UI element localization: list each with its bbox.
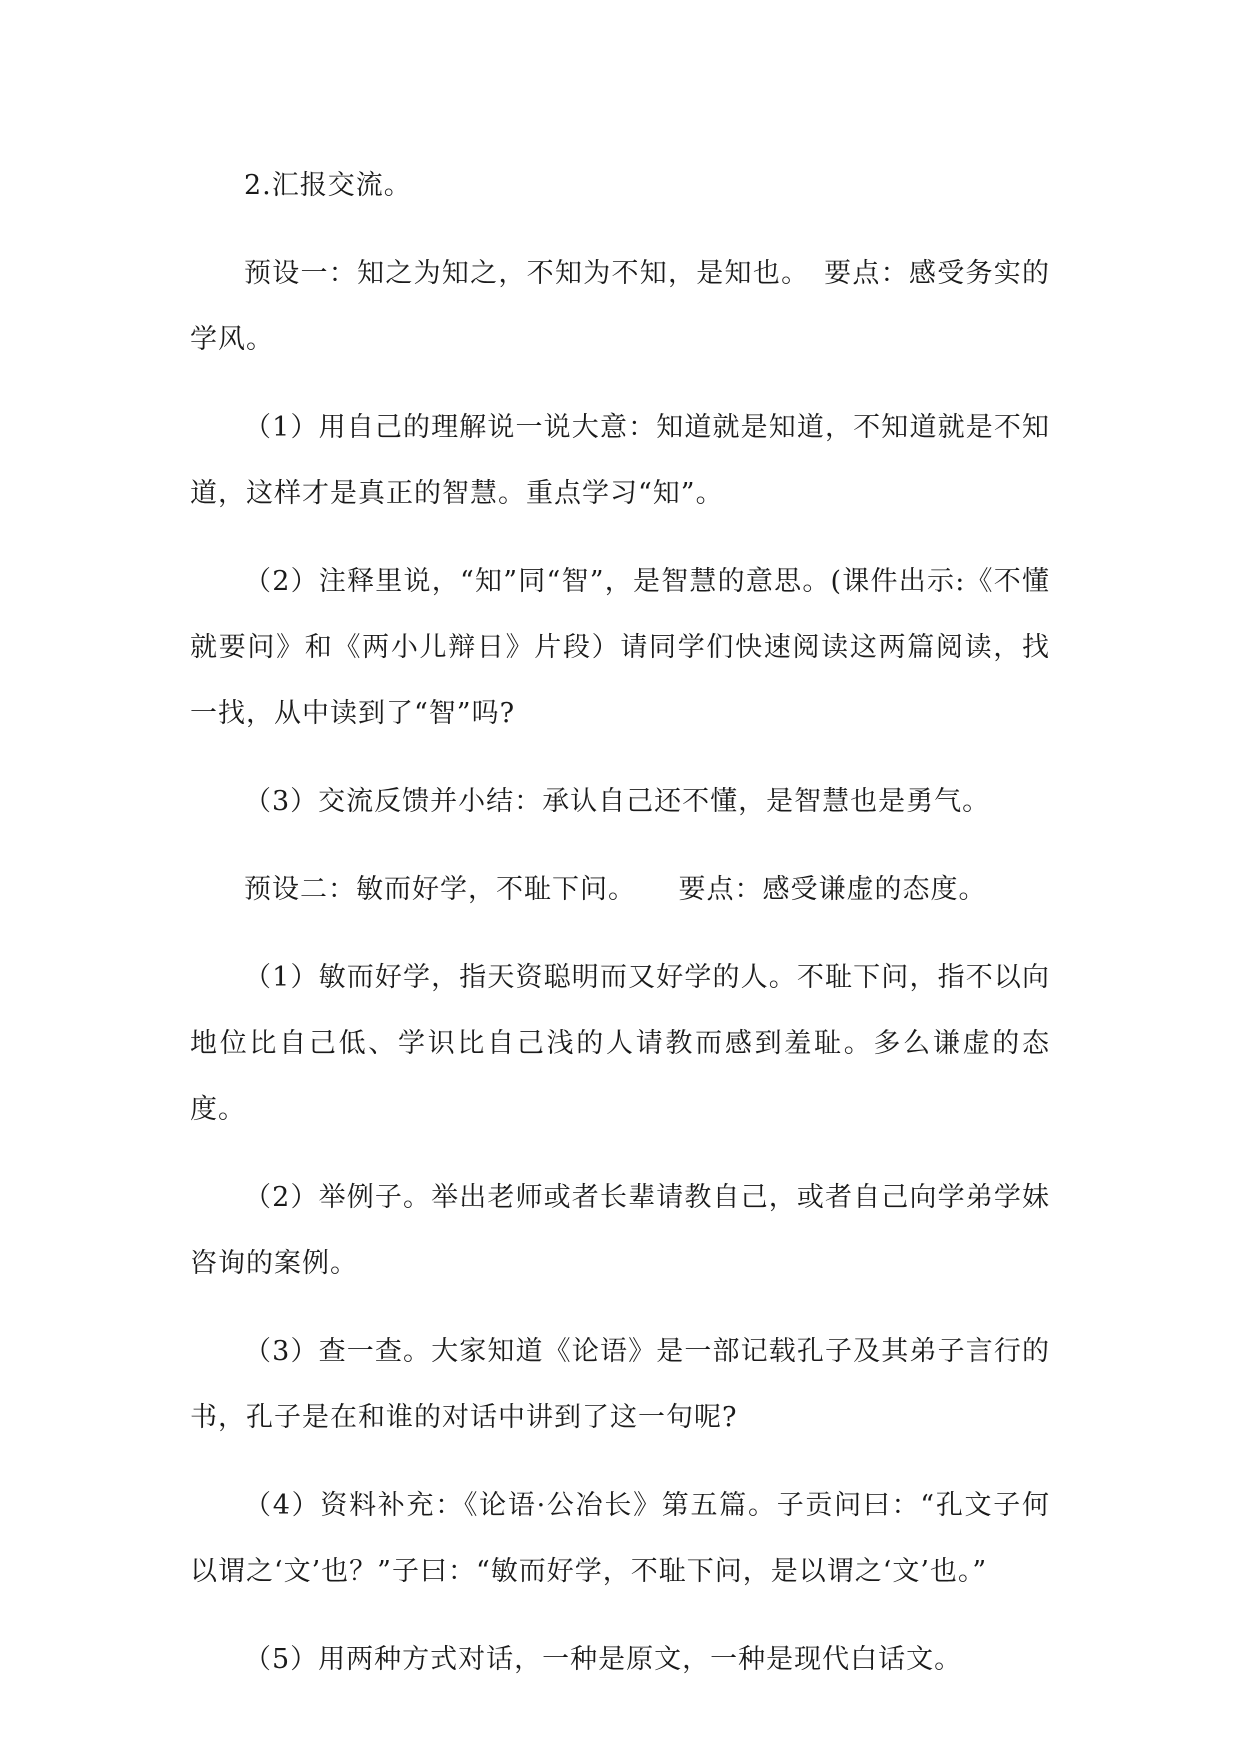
paragraph-item-2b: （2）举例子。举出老师或者长辈请教自己，或者自己向学弟学妹咨询的案例。 — [190, 1182, 1050, 1279]
paragraph-item-1: （1）用自己的理解说一说大意：知道就是知道，不知道就是不知道，这样才是真正的智慧。重点学习“知”。 — [190, 412, 1050, 509]
section-heading: 2.汇报交流。 — [244, 170, 412, 201]
document-body — [190, 153, 1050, 1715]
paragraph-item-2: （2）注释里说，“知”同“智”，是智慧的意思。(课件出示:《不懂就要问》和《两小儿辩日》片段）请同学们快速阅读这两篇阅读，找一找，从中读到了“智”吗? — [190, 566, 1050, 729]
paragraph-item-3b: （3）查一查。大家知道《论语》是一部记载孔子及其弟子言行的书，孔子是在和谁的对话中讲到了这一句呢? — [190, 1336, 1050, 1433]
paragraph-item-1b: （1）敏而好学，指天资聪明而又好学的人。不耻下问，指不以向地位比自己低、学识比自己浅的人请教而感到羞耻。多么谦虚的态度。 — [190, 962, 1050, 1125]
paragraph-preset-two: 预设二：敏而好学，不耻下问。 要点：感受谦虚的态度。 — [244, 874, 987, 905]
paragraph-item-5b: （5）用两种方式对话，一种是原文，一种是现代白话文。 — [244, 1644, 963, 1675]
paragraph-item-3: （3）交流反馈并小结：承认自己还不懂，是智慧也是勇气。 — [244, 786, 991, 817]
paragraph-preset-one: 预设一：知之为知之，不知为不知，是知也。 要点：感受务实的学风。 — [190, 258, 1050, 355]
paragraph-item-4b: （4）资料补充：《论语·公冶长》第五篇。子贡问曰：“孔文子何以谓之‘文’也？”子曰：“敏而好学，不耻下问，是以谓之‘文’也。” — [190, 1490, 1050, 1587]
